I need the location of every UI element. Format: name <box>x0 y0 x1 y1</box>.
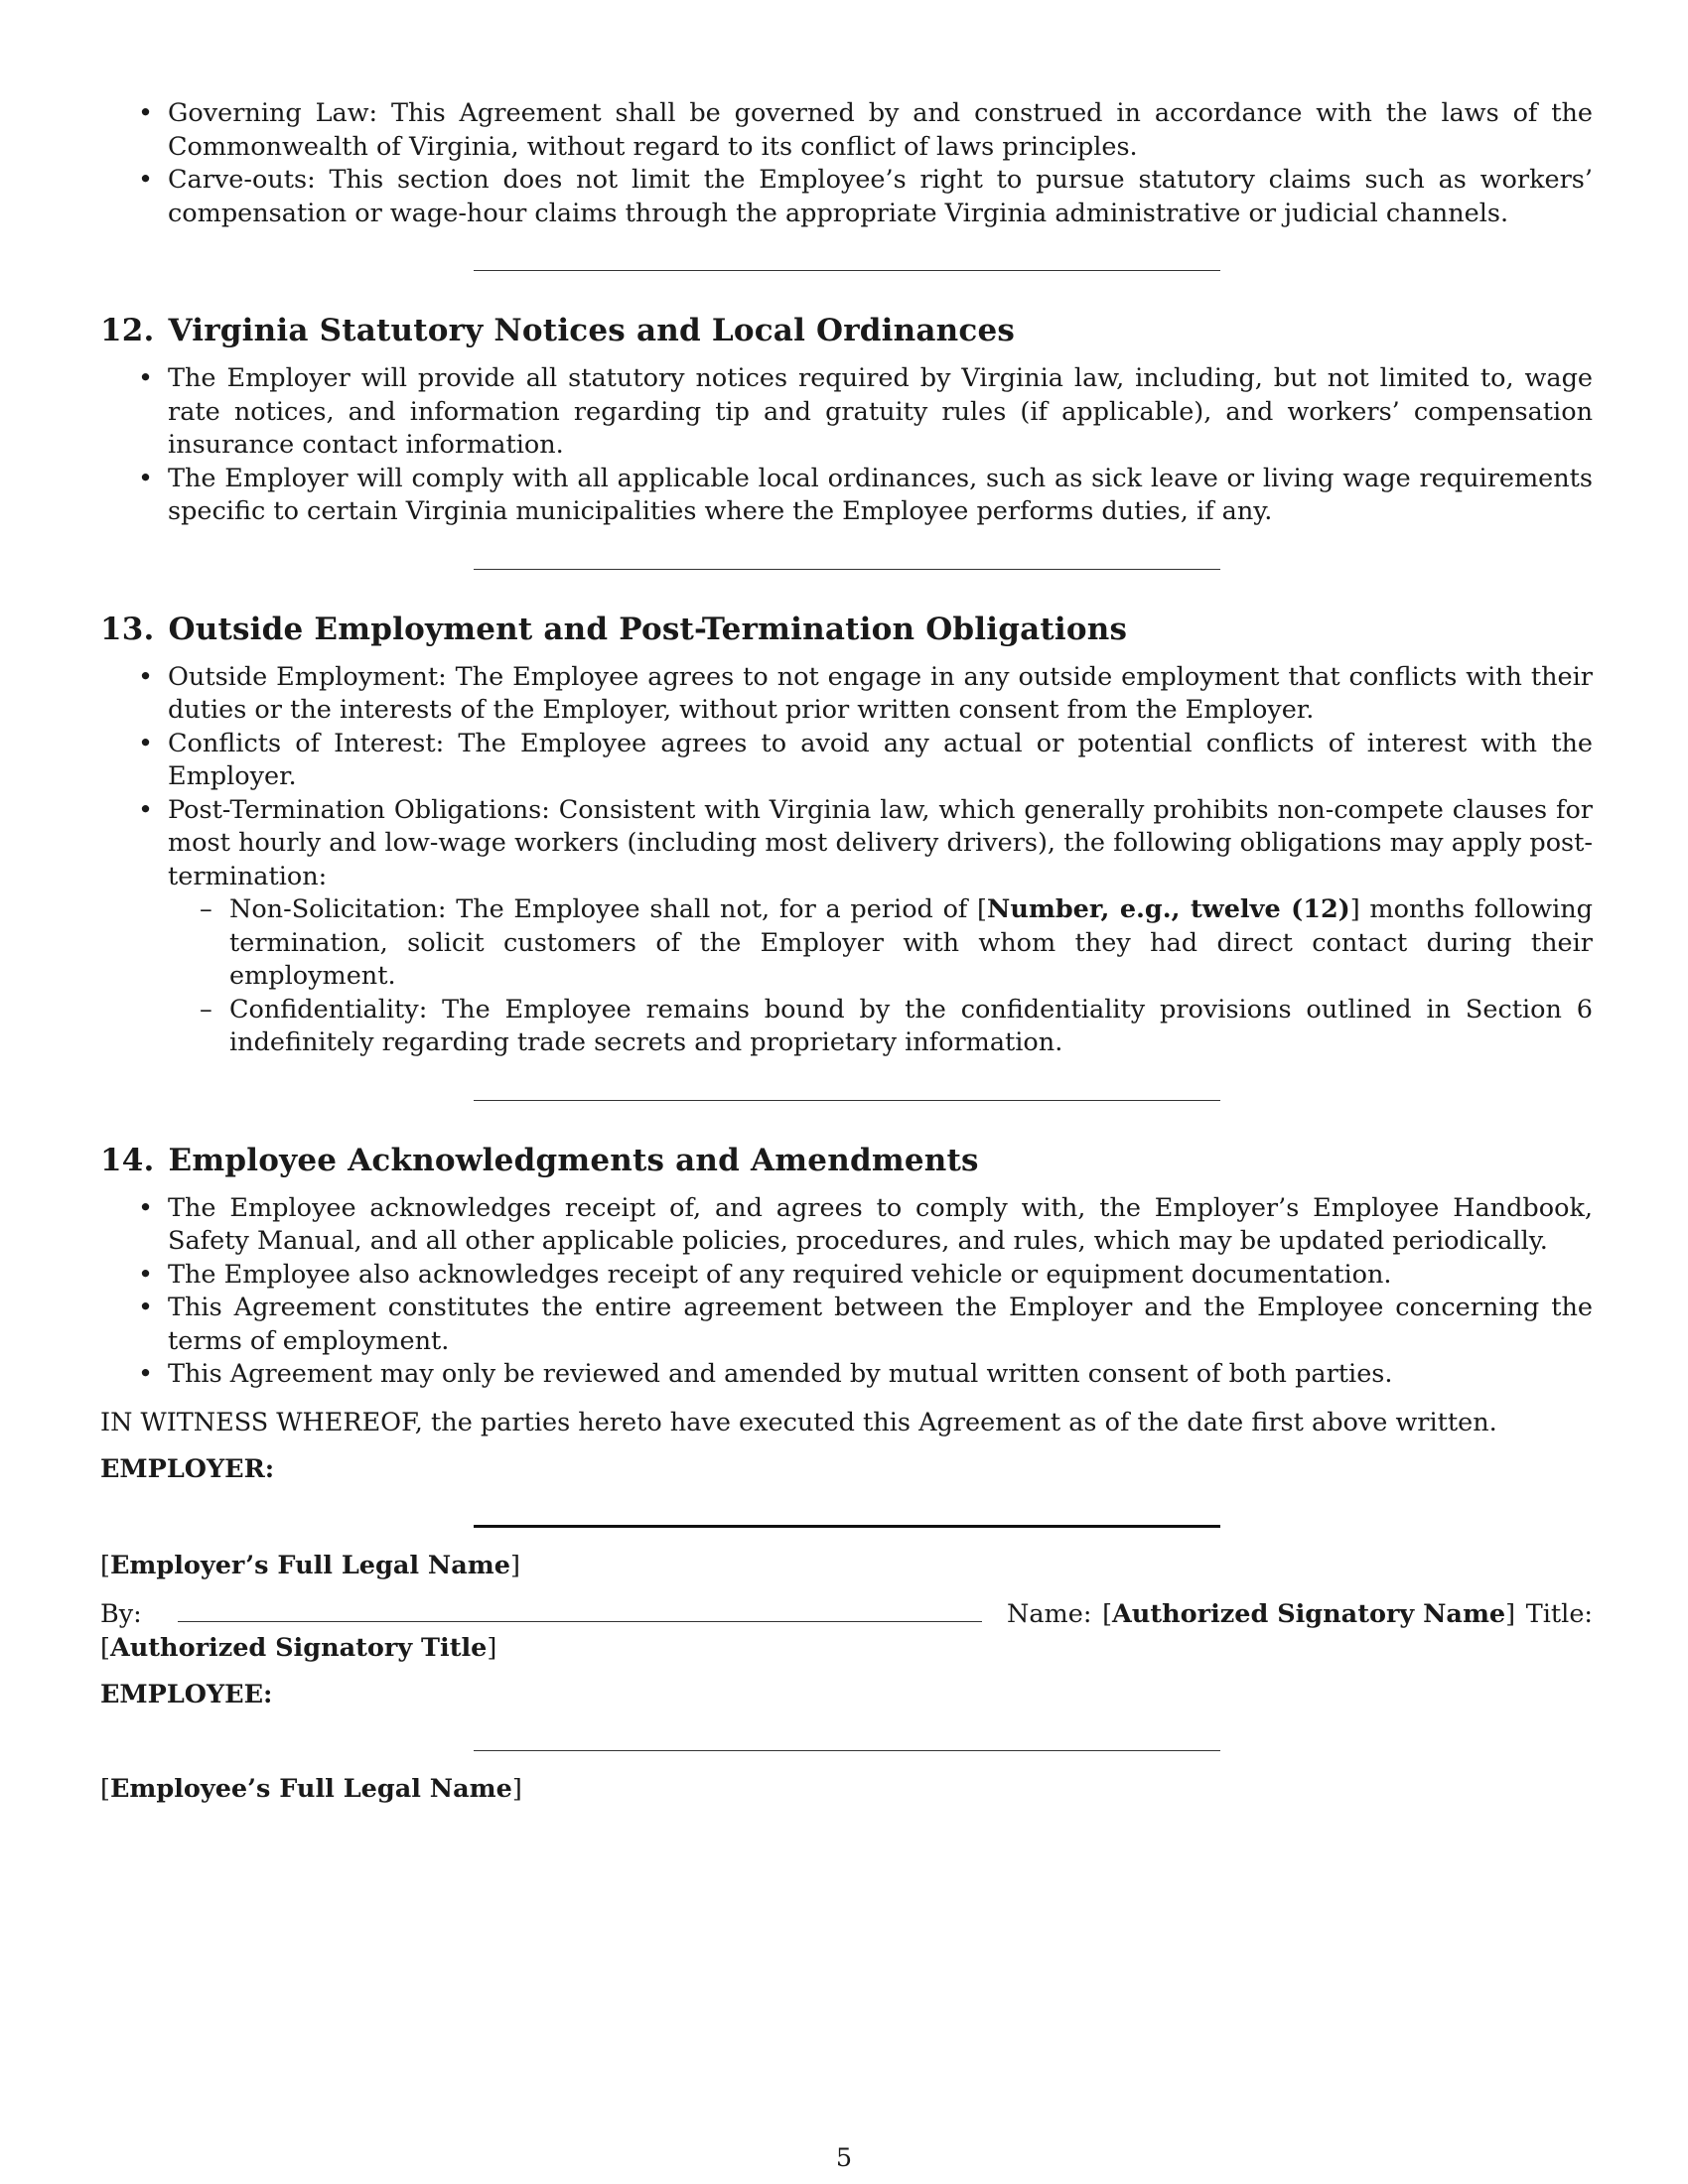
employee-name: [Employee’s Full Legal Name] <box>100 1773 522 1804</box>
page-number: 5 <box>835 2143 853 2173</box>
section-divider <box>474 569 1220 570</box>
section-14-list <box>100 1192 1593 1392</box>
employee-signature-line <box>474 1750 1220 1751</box>
section-divider <box>474 270 1220 271</box>
list-item: • The Employer will comply with all applicable local ordinances, such as sick leave or living wage requirements specific to certain Virginia municipalities where the Employee performs duties, if any. <box>100 463 1593 529</box>
list-item: • The Employee also acknowledges receipt of any required vehicle or equipment documentation. <box>100 1259 1593 1293</box>
employee-label: EMPLOYEE: <box>100 1680 273 1709</box>
document-page <box>100 97 1593 1806</box>
employer-by-line <box>100 1598 1593 1632</box>
list-item: • This Agreement may only be reviewed and amended by mutual written consent of both parties. <box>100 1358 1593 1392</box>
list-item <box>100 794 1593 1060</box>
section-13-heading: 13. Outside Employment and Post-Termination Obligations <box>100 611 1128 647</box>
witness-clause: IN WITNESS WHEREOF, the parties hereto have executed this Agreement as of the date first above written. <box>100 1407 1497 1437</box>
section-14-heading: 14. Employee Acknowledgments and Amendments <box>100 1142 979 1178</box>
list-item: • Carve-outs: This section does not limit the Employee’s right to pursue statutory claims such as workers’ compensation or wage-hour claims through the appropriate Virginia administrative or judicial channels. <box>100 164 1593 230</box>
list-item: • Conflicts of Interest: The Employee agrees to avoid any actual or potential conflicts of interest with the Employer. <box>100 728 1593 794</box>
section-12-heading: 12. Virginia Statutory Notices and Local Ordinances <box>100 313 1016 348</box>
list-item: • This Agreement constitutes the entire agreement between the Employer and the Employee concerning the terms of employment. <box>100 1292 1593 1358</box>
by-signature-line <box>178 1599 982 1622</box>
employer-signature-line <box>474 1525 1220 1528</box>
sub-list-item: – Non-Solicitation: The Employee shall not, for a period of [Number, e.g., twelve (12)] months following termination, solicit customers of the Employer with whom they had direct contact during their employment. <box>168 893 1593 994</box>
signatory-title: [Authorized Signatory Title] <box>100 1632 497 1663</box>
sub-list-item: – Confidentiality: The Employee remains bound by the confidentiality provisions outlined in Section 6 indefinitely regarding trade secrets and proprietary information. <box>168 994 1593 1060</box>
employer-name: [Employer’s Full Legal Name] <box>100 1550 520 1580</box>
intro-bullet-list <box>100 97 1593 230</box>
list-item: • The Employee acknowledges receipt of, and agrees to comply with, the Employer’s Employee Handbook, Safety Manual, and all other applicable policies, procedures, and rules, which may be updated periodically. <box>100 1192 1593 1259</box>
sub-list <box>168 893 1593 1060</box>
title-label: Title: <box>1525 1599 1593 1629</box>
list-item: • Outside Employment: The Employee agrees to not engage in any outside employment that conflicts with their duties or the interests of the Employer, without prior written consent from the Employer. <box>100 661 1593 728</box>
section-12-list <box>100 362 1593 529</box>
section-divider <box>474 1100 1220 1101</box>
section-13-list <box>100 661 1593 1060</box>
list-item: • Governing Law: This Agreement shall be governed by and construed in accordance with the laws of the Commonwealth of Virginia, without regard to its conflict of laws principles. <box>100 97 1593 164</box>
signatory-name: [Authorized Signatory Name] <box>1102 1599 1516 1629</box>
list-item: • The Employer will provide all statutory notices required by Virginia law, including, but not limited to, wage rate notices, and information regarding tip and gratuity rules (if applicable), and workers’ compensation insurance contact information. <box>100 362 1593 463</box>
employer-label: EMPLOYER: <box>100 1454 275 1484</box>
by-label: By: <box>100 1599 142 1629</box>
list-item-text: Post-Termination Obligations: Consistent with Virginia law, which generally prohibits non-compete clauses for most hourly and low-wage workers (including most delivery drivers), the following obligations may apply post-termination: <box>168 794 1593 891</box>
name-label: Name: <box>1007 1599 1092 1629</box>
